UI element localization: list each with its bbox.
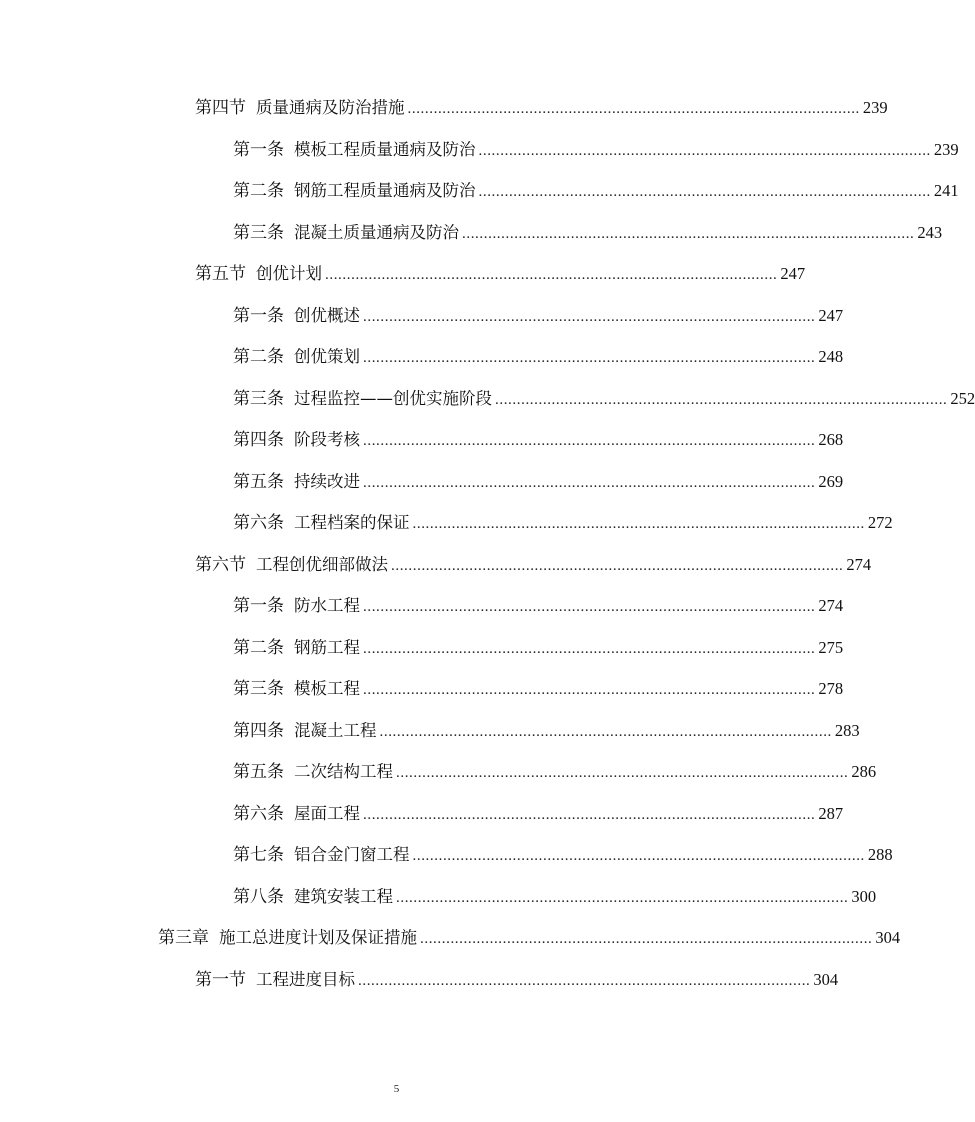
dot-leader: ........................................................................................................	[478, 143, 931, 159]
dot-leader: ........................................................................................................	[325, 267, 778, 283]
toc-entry[interactable]	[233, 674, 844, 704]
toc-entry-number: 第二条	[233, 347, 284, 367]
dot-leader: ........................................................................................................	[396, 890, 849, 906]
toc-entry-title: 二次结构工程	[294, 762, 393, 781]
toc-entry-page: 274	[818, 596, 844, 615]
dot-leader: ........................................................................................................	[407, 101, 860, 117]
toc-entry-number: 第三条	[233, 389, 284, 409]
toc-entry-page: 252	[950, 389, 975, 408]
toc-entry[interactable]	[195, 965, 839, 995]
toc-entry-number: 第一条	[233, 306, 284, 326]
toc-entry-title: 质量通病及防治措施	[256, 98, 405, 117]
toc-entry[interactable]	[195, 259, 806, 289]
dot-leader: ........................................................................................................	[412, 516, 865, 532]
dot-leader: ........................................................................................................	[363, 682, 816, 698]
toc-entry-title: 工程档案的保证	[294, 513, 410, 532]
toc-entry-title: 钢筋工程质量通病及防治	[294, 181, 476, 200]
toc-entry[interactable]	[233, 716, 860, 746]
toc-entry-number: 第四节	[195, 98, 246, 118]
toc-entry[interactable]	[233, 218, 943, 248]
toc-entry-title: 混凝土质量通病及防治	[294, 223, 459, 242]
toc-entry-title: 防水工程	[294, 596, 360, 615]
toc-entry-number: 第四条	[233, 430, 284, 450]
toc-entry-title: 创优策划	[294, 347, 360, 366]
toc-entry-page: 268	[818, 430, 844, 449]
toc-entry[interactable]	[158, 923, 901, 953]
dot-leader: ........................................................................................................	[391, 558, 844, 574]
toc-entry-page: 283	[834, 721, 860, 740]
toc-entry[interactable]	[233, 799, 844, 829]
dot-leader: ........................................................................................................	[412, 848, 865, 864]
dot-leader: ........................................................................................................	[363, 475, 816, 491]
toc-entry-title: 模板工程质量通病及防治	[294, 140, 476, 159]
dot-leader: ........................................................................................................	[478, 184, 931, 200]
dot-leader: ........................................................................................................	[462, 226, 915, 242]
toc-entry-number: 第三条	[233, 679, 284, 699]
toc-entry[interactable]	[195, 550, 872, 580]
toc-entry[interactable]	[233, 508, 893, 538]
toc-entry-page: 286	[851, 762, 877, 781]
toc-entry-number: 第五条	[233, 762, 284, 782]
toc-entry-title: 工程进度目标	[256, 970, 355, 989]
toc-entry[interactable]	[233, 342, 844, 372]
toc-entry-number: 第一条	[233, 596, 284, 616]
toc-entry-page: 247	[818, 306, 844, 325]
toc-entry[interactable]	[233, 633, 844, 663]
toc-entry-title: 阶段考核	[294, 430, 360, 449]
toc-entry[interactable]	[233, 301, 844, 331]
toc-entry-page: 243	[917, 223, 943, 242]
toc-entry-page: 239	[862, 98, 888, 117]
toc-entry-title: 工程创优细部做法	[256, 555, 388, 574]
toc-entry-page: 287	[818, 804, 844, 823]
toc-entry-page: 304	[875, 928, 901, 947]
toc-entry-number: 第八条	[233, 887, 284, 907]
toc-entry-number: 第五条	[233, 472, 284, 492]
toc-entry-page: 241	[933, 181, 959, 200]
toc-entry-page: 275	[818, 638, 844, 657]
toc-entry-title: 创优概述	[294, 306, 360, 325]
toc-entry-number: 第七条	[233, 845, 284, 865]
toc-entry-page: 248	[818, 347, 844, 366]
dot-leader: ........................................................................................................	[363, 599, 816, 615]
page-number: 5	[393, 1083, 400, 1095]
toc-entry-title: 施工总进度计划及保证措施	[219, 928, 417, 947]
dot-leader: ........................................................................................................	[363, 350, 816, 366]
toc-entry-title: 钢筋工程	[294, 638, 360, 657]
toc-entry[interactable]	[233, 882, 877, 912]
toc-entry[interactable]	[233, 840, 893, 870]
toc-entry-title: 过程监控——创优实施阶段	[294, 389, 492, 408]
toc-entry-number: 第六条	[233, 513, 284, 533]
toc-entry-page: 274	[846, 555, 872, 574]
toc-entry-number: 第一节	[195, 970, 246, 990]
toc-entry-number: 第六节	[195, 555, 246, 575]
toc-entry-title: 混凝土工程	[294, 721, 377, 740]
toc-entry-number: 第四条	[233, 721, 284, 741]
toc-entry-number: 第一条	[233, 140, 284, 160]
toc-entry[interactable]	[233, 384, 975, 414]
toc-entry-number: 第三条	[233, 223, 284, 243]
dot-leader: ........................................................................................................	[363, 309, 816, 325]
dot-leader: ........................................................................................................	[358, 973, 811, 989]
toc-entry[interactable]	[233, 757, 877, 787]
toc-entry-page: 278	[818, 679, 844, 698]
toc-entry-page: 247	[780, 264, 806, 283]
toc-entry[interactable]	[233, 425, 844, 455]
toc-entry[interactable]	[233, 176, 959, 206]
dot-leader: ........................................................................................................	[363, 641, 816, 657]
toc-entry[interactable]	[195, 93, 888, 123]
toc-entry-title: 持续改进	[294, 472, 360, 491]
toc-entry-title: 建筑安装工程	[294, 887, 393, 906]
toc-entry-title: 屋面工程	[294, 804, 360, 823]
toc-entry-number: 第五节	[195, 264, 246, 284]
toc-entry-number: 第三章	[158, 928, 209, 948]
dot-leader: ........................................................................................................	[495, 392, 948, 408]
dot-leader: ........................................................................................................	[363, 433, 816, 449]
toc-entry-title: 创优计划	[256, 264, 322, 283]
toc-entry[interactable]	[233, 467, 844, 497]
dot-leader: ........................................................................................................	[396, 765, 849, 781]
dot-leader: ........................................................................................................	[420, 931, 873, 947]
toc-entry[interactable]	[233, 591, 844, 621]
toc-entry-page: 272	[867, 513, 893, 532]
toc-entry-page: 269	[818, 472, 844, 491]
toc-entry-number: 第二条	[233, 181, 284, 201]
toc-entry-number: 第二条	[233, 638, 284, 658]
dot-leader: ........................................................................................................	[379, 724, 832, 740]
toc-entry-number: 第六条	[233, 804, 284, 824]
toc-entry-page: 304	[813, 970, 839, 989]
toc-entry-title: 铝合金门窗工程	[294, 845, 410, 864]
toc-entry[interactable]	[233, 135, 959, 165]
toc-entry-title: 模板工程	[294, 679, 360, 698]
toc-entry-page: 288	[867, 845, 893, 864]
dot-leader: ........................................................................................................	[363, 807, 816, 823]
toc-entry-page: 239	[933, 140, 959, 159]
toc-entry-page: 300	[851, 887, 877, 906]
